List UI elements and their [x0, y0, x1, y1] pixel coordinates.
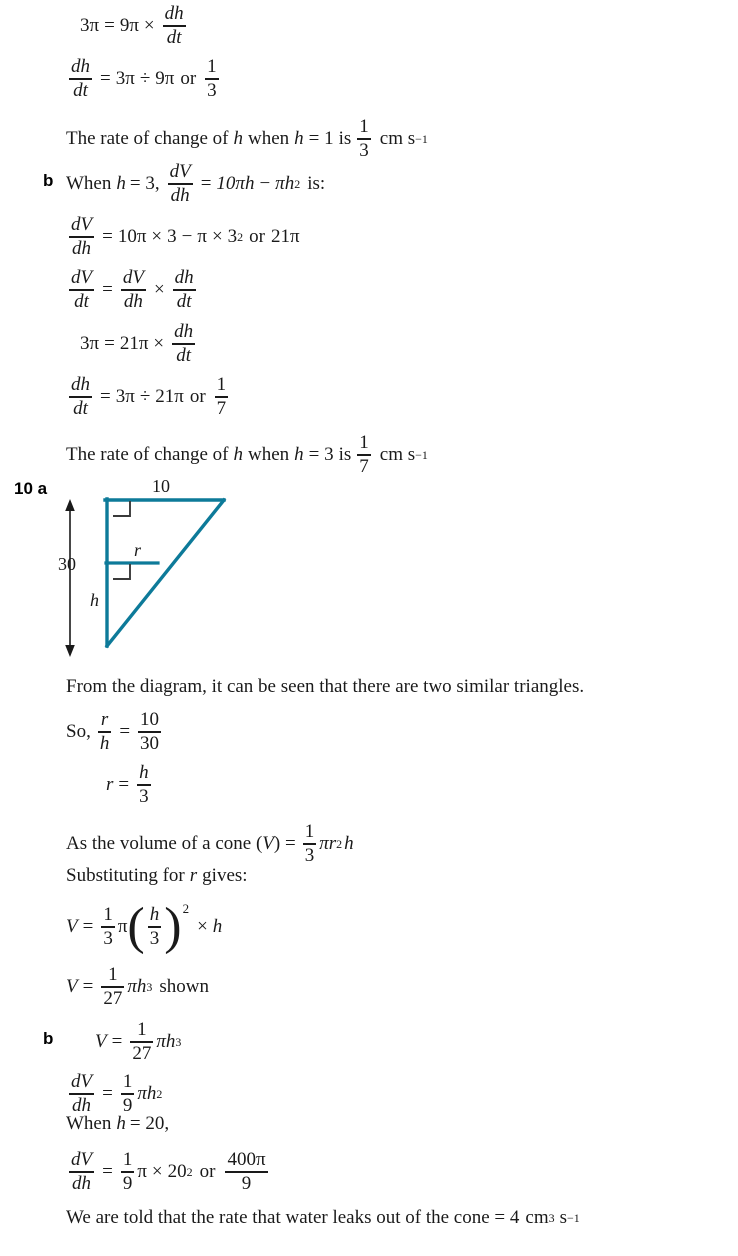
- eq5-f2-numerator: dV: [122, 267, 144, 288]
- eq10-h: h: [212, 915, 223, 937]
- sent5-part2: gives:: [202, 865, 248, 886]
- eq3-when: When: [66, 172, 112, 194]
- eq7-frac-denominator: dt: [73, 397, 88, 419]
- eq5-fraction-dV-dt: [69, 268, 94, 311]
- equation-1: [80, 4, 189, 47]
- eq1-times: ×: [143, 14, 155, 36]
- sent1-h2: h: [294, 127, 304, 149]
- eq12-equals: =: [111, 1030, 123, 1052]
- eq14-frac-numerator: dV: [71, 1149, 93, 1170]
- eq11-equals: =: [82, 975, 94, 997]
- cone-cross-section-figure: [0, 470, 300, 660]
- right-angle-marker-middle: [113, 564, 130, 579]
- eq7-divide: ÷: [139, 385, 151, 407]
- eq6-coef: 21π: [119, 332, 149, 354]
- eq11-denominator: 27: [103, 987, 123, 1009]
- eq7-or: or: [189, 385, 206, 407]
- eq14-or: or: [199, 1160, 216, 1182]
- eq12-V: V: [95, 1030, 107, 1052]
- eq4-or: or: [249, 225, 265, 247]
- eq14-value: 20: [167, 1160, 187, 1182]
- eq5-f1-denominator: dt: [74, 290, 89, 312]
- eq7-frac-numerator: dh: [71, 374, 90, 395]
- eq8-lhs-numerator: r: [100, 709, 109, 730]
- eq8-lhs-fraction: [98, 710, 112, 753]
- part-label-b-2: b: [43, 1029, 54, 1048]
- sent5-part1: Substituting for: [66, 865, 185, 886]
- sent7-part1: We are told that the rate that water leaks out of the cone = 4: [66, 1207, 520, 1228]
- eq12-numerator: 1: [137, 1019, 147, 1040]
- eq14-res-numerator: 400π: [227, 1149, 266, 1170]
- sentence-leak-rate: We are told that the rate that water leaks out of the cone = 4 cm 3 s −1: [66, 1207, 580, 1228]
- eq10-inner-denominator: 3: [149, 927, 160, 949]
- eq8-lhs-denominator: h: [99, 732, 110, 754]
- question-label-10a: 10 a: [14, 479, 48, 498]
- sent2-unit: cm s: [379, 443, 416, 465]
- eq11-pi-h: πh: [127, 975, 147, 997]
- eq2-a: 3π: [115, 67, 135, 89]
- eq4-a: 10π: [117, 225, 147, 247]
- eq3-value: = 3,: [129, 172, 160, 194]
- eq6-fraction-dh-dt: [172, 322, 195, 365]
- sent2-part2: when: [247, 443, 290, 465]
- eq2-frac-numerator: dh: [71, 56, 90, 77]
- eq11-V: V: [66, 975, 78, 997]
- eq2-res-numerator: 1: [207, 56, 217, 77]
- eq5-f1-numerator: dV: [71, 267, 93, 288]
- eq1-pi: π: [129, 14, 139, 36]
- equation-13: $\frac{dV}{dh}$ = $\frac{1}{9}$ πh 2: [71, 1071, 163, 1116]
- equation-6: [80, 322, 198, 365]
- sent4-h: h: [344, 832, 354, 854]
- eq4-times-2: ×: [211, 225, 223, 247]
- eq3-term2: πh: [275, 172, 295, 194]
- sent1-numerator: 1: [359, 116, 369, 137]
- eq10-parenthesised-power: [127, 898, 190, 956]
- eq9-denominator: 3: [139, 785, 149, 807]
- eq4-c: 3: [227, 225, 238, 247]
- sent2-numerator: 1: [359, 432, 369, 453]
- eq9-equals: =: [118, 773, 130, 795]
- eq6-equals: =: [104, 332, 115, 354]
- eq5-f3-denominator: dt: [176, 290, 192, 312]
- eq2-equals: =: [100, 67, 111, 89]
- eq7-b: 21π: [155, 385, 184, 407]
- sent3-text: From the diagram, it can be seen that there are two similar triangles.: [66, 676, 585, 697]
- eq1-coef: 9: [119, 14, 130, 36]
- sentence-substituting: [66, 865, 248, 887]
- sent6-h: h: [116, 1113, 126, 1134]
- eq7-a: 3π: [115, 385, 135, 407]
- sent5-r: r: [189, 865, 198, 886]
- equation-11: V = $\frac{1}{27}$ πh 3 shown: [66, 964, 209, 1009]
- sent2-denominator: 7: [359, 455, 369, 477]
- eq7-res-denominator: 7: [216, 397, 227, 419]
- eq4-frac-numerator: dV: [71, 214, 93, 235]
- figure-label-total-height: 30: [58, 554, 76, 574]
- equation-10: [66, 898, 223, 956]
- eq2-fraction-dh-dt: [69, 57, 92, 100]
- sent1-part1: The rate of change of: [66, 127, 229, 149]
- sent6-value: = 20,: [129, 1113, 170, 1134]
- eq7-fraction-dh-dt: [69, 375, 92, 418]
- equation-3: When h = 3, $\frac{dV}{dh}$ = 10πh − πh 2 is:: [66, 161, 326, 206]
- eq13-denominator: 9: [122, 1094, 133, 1116]
- eq5-fraction-dV-dh: [121, 268, 146, 311]
- eq14-frac-denominator: dh: [72, 1172, 92, 1194]
- sent1-part2: when: [247, 127, 290, 149]
- figure-label-top-width: 10: [152, 476, 170, 496]
- eq13-fraction-dV-dh: [69, 1072, 94, 1115]
- eq3-minus: −: [259, 172, 271, 194]
- eq6-frac-denominator: dt: [176, 344, 192, 366]
- eq2-frac-denominator: dt: [73, 79, 88, 101]
- sent2-part1: The rate of change of: [66, 443, 229, 465]
- sentence-similar-triangles: [66, 676, 584, 698]
- eq14-times: ×: [151, 1160, 163, 1182]
- eq5-f2-denominator: dh: [123, 290, 143, 312]
- eq4-fraction-dV-dh: [69, 215, 94, 258]
- arrow-head-down: [65, 645, 75, 657]
- eq1-lhs: 3: [80, 14, 90, 36]
- eq12-fraction: [130, 1020, 153, 1063]
- eq14-fraction-dV-dh: [69, 1150, 94, 1193]
- eq13-frac-numerator: dV: [71, 1071, 93, 1092]
- eq5-times: ×: [153, 278, 165, 300]
- equation-5-chain-rule: [66, 268, 199, 311]
- eq13-coefficient-fraction: [121, 1072, 135, 1115]
- eq10-denominator: 3: [103, 927, 113, 949]
- eq7-equals: =: [100, 385, 111, 407]
- sent7-unit-2: s: [559, 1207, 568, 1228]
- eq14-numerator: 1: [122, 1149, 133, 1170]
- eq4-b: 3: [167, 225, 177, 247]
- sent6-when: When: [66, 1113, 112, 1134]
- arrow-head-up: [65, 499, 75, 511]
- eq14-equals: =: [102, 1160, 113, 1182]
- equation-8: [66, 710, 164, 753]
- sent2-value: = 3: [308, 443, 334, 465]
- eq4-equals: =: [102, 225, 113, 247]
- eq10-numerator: 1: [103, 904, 113, 925]
- eq1-frac-denominator: dt: [166, 26, 182, 48]
- eq4-minus: −: [181, 225, 193, 247]
- eq5-equals: =: [102, 278, 113, 300]
- eq11-shown: shown: [159, 975, 209, 997]
- figure-label-partial-height: h: [90, 590, 99, 610]
- eq1-fraction-dh-dt: [163, 4, 186, 47]
- eq13-pi-h: πh: [137, 1082, 157, 1104]
- eq10-inner-numerator: h: [149, 904, 160, 925]
- eq9-numerator: h: [139, 762, 149, 783]
- sent2-is: is: [338, 443, 352, 465]
- sent4-part1: As the volume of a cone (: [66, 832, 263, 854]
- sentence-rate-of-change-1: The rate of change of h when h = 1 is $\frac{1}{3}$ cm s −1: [66, 116, 428, 161]
- left-paren: (: [127, 898, 145, 956]
- eq14-result-fraction: [225, 1150, 267, 1193]
- eq10-paren-group: [127, 898, 182, 956]
- eq14-denominator: 9: [122, 1172, 133, 1194]
- eq14-coefficient-fraction: [121, 1150, 135, 1193]
- part-label-b: b: [43, 171, 54, 190]
- sent4-denominator: 3: [304, 844, 315, 866]
- eq14-res-denominator: 9: [241, 1172, 252, 1194]
- cone-diagram-svg: [0, 470, 300, 660]
- sent4-fraction: [303, 822, 317, 865]
- eq4-result: 21π: [270, 225, 300, 247]
- eq7-res-numerator: 1: [216, 374, 227, 395]
- eq5-f3-numerator: dh: [174, 267, 194, 288]
- sent2-h2: h: [294, 443, 304, 465]
- sent2-h: h: [233, 443, 243, 465]
- figure-label-radius: r: [134, 540, 142, 560]
- equation-4: $\frac{dV}{dh}$ = 10π × 3 − π × 3 2 or 21π: [71, 214, 300, 259]
- sent7-unit: cm: [525, 1207, 549, 1228]
- eq3-term1: 10πh: [216, 172, 255, 194]
- eq5-fraction-dh-dt: [173, 268, 196, 311]
- eq10-exponent: 2: [182, 901, 190, 916]
- eq7-result-fraction: [215, 375, 229, 418]
- eq1-lhs-pi: π: [89, 14, 100, 36]
- eq2-result-fraction: [205, 57, 219, 100]
- sent1-unit: cm s: [379, 127, 416, 149]
- eq6-times: ×: [153, 332, 165, 354]
- eq4-pi: π: [197, 225, 207, 247]
- sent1-value: = 1: [308, 127, 334, 149]
- eq8-equals: =: [119, 720, 131, 742]
- sent1-denominator: 3: [359, 139, 369, 161]
- equation-2: [66, 57, 222, 100]
- equation-7: [66, 375, 231, 418]
- eq3-frac-denominator: dh: [170, 184, 190, 206]
- eq10-pi: π: [117, 915, 128, 937]
- eq6-frac-numerator: dh: [174, 321, 194, 342]
- eq10-equals: =: [82, 915, 94, 937]
- sent4-part2: ) =: [273, 832, 296, 854]
- eq2-res-denominator: 3: [207, 79, 217, 101]
- eq13-frac-denominator: dh: [72, 1094, 92, 1116]
- eq3-h: h: [116, 172, 126, 194]
- eq12-denominator: 27: [132, 1042, 152, 1064]
- eq8-rhs-numerator: 10: [140, 709, 160, 730]
- hypotenuse-line: [107, 500, 224, 646]
- sentence-volume-of-cone: As the volume of a cone ( V ) = $\frac{1}{3}$ πr 2 h: [66, 821, 354, 866]
- eq8-so: So,: [66, 720, 91, 742]
- eq8-rhs-denominator: 30: [140, 732, 160, 754]
- right-angle-marker-top: [113, 501, 130, 516]
- eq3-frac-numerator: dV: [169, 161, 191, 182]
- eq11-numerator: 1: [108, 964, 118, 985]
- sent4-V: V: [262, 832, 274, 854]
- eq10-V: V: [66, 915, 78, 937]
- sent2-fraction: [357, 433, 371, 476]
- eq8-rhs-fraction: [138, 710, 161, 753]
- eq13-numerator: 1: [122, 1071, 133, 1092]
- eq4-times: ×: [151, 225, 163, 247]
- eq14-pi: π: [137, 1160, 147, 1182]
- sentence-rate-of-change-2: The rate of change of h when h = 3 is $\frac{1}{7}$ cm s −1: [66, 432, 428, 477]
- eq1-frac-numerator: dh: [164, 3, 184, 24]
- eq3-fraction-dV-dh: [168, 162, 193, 205]
- eq9-fraction: [137, 763, 151, 806]
- eq9-r: r: [106, 773, 114, 795]
- sent1-fraction: [357, 117, 371, 160]
- eq10-coefficient-fraction: [101, 905, 115, 948]
- eq2-divide: ÷: [139, 67, 151, 89]
- right-paren: ): [164, 898, 182, 956]
- eq2-b: 9π: [155, 67, 175, 89]
- eq2-or: or: [180, 67, 197, 89]
- eq10-times: ×: [197, 915, 208, 937]
- sent1-is: is: [338, 127, 352, 149]
- eq3-equals: =: [200, 172, 212, 194]
- eq6-lhs: 3π: [80, 332, 100, 354]
- sent4-numerator: 1: [304, 821, 315, 842]
- sent4-pi-r: πr: [319, 832, 337, 854]
- equation-12: V = $\frac{1}{27}$ πh 3: [95, 1019, 182, 1064]
- eq12-pi-h: πh: [156, 1030, 176, 1052]
- triangle-outline: [105, 499, 224, 646]
- eq3-is: is:: [307, 172, 326, 194]
- eq10-inner-fraction: [148, 905, 162, 948]
- equation-14: $\frac{dV}{dh}$ = $\frac{1}{9}$ π × 20 2 or $\frac{400\pi}{9}$: [71, 1149, 266, 1194]
- eq1-equals: =: [104, 14, 115, 36]
- equation-9: [106, 763, 154, 806]
- eq4-frac-denominator: dh: [72, 237, 92, 259]
- sentence-when-h-20: [66, 1113, 169, 1135]
- sent1-h: h: [233, 127, 243, 149]
- height-dimension-arrow: [65, 499, 75, 657]
- eq13-equals: =: [102, 1082, 113, 1104]
- eq11-fraction: [101, 965, 124, 1008]
